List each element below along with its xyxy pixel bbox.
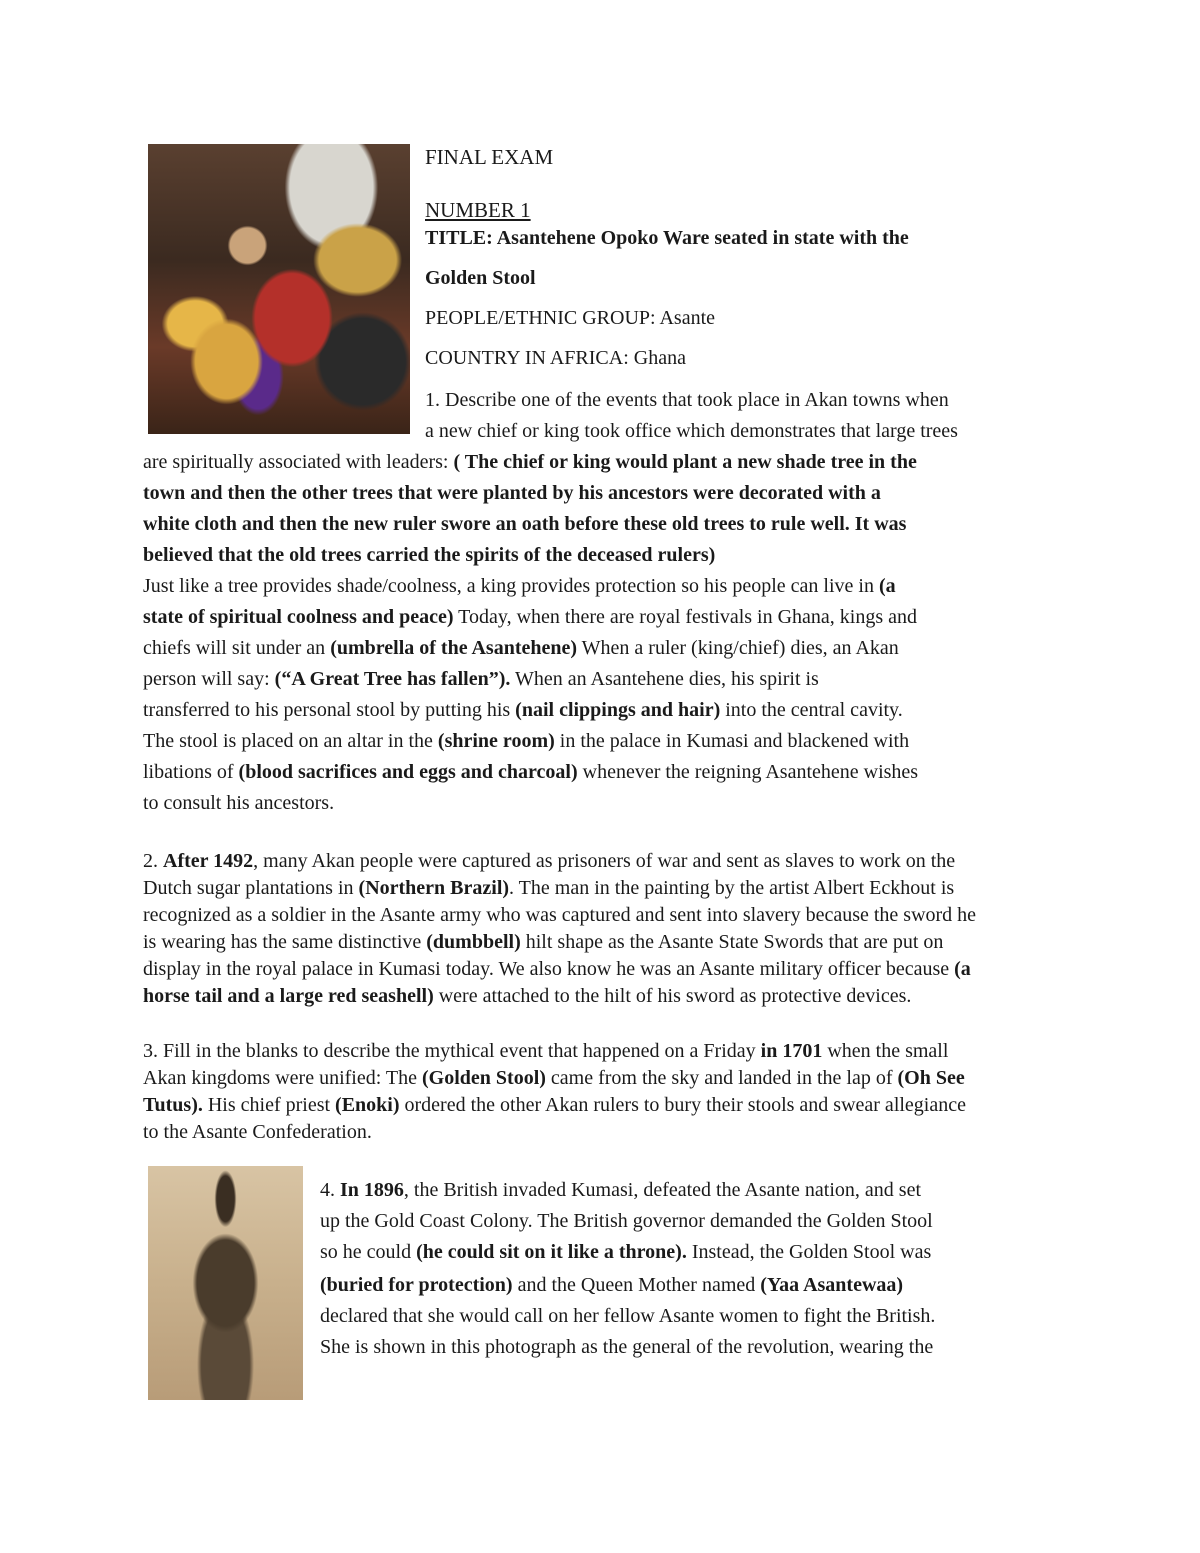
q1-line: chiefs will sit under an (umbrella of the Asantehene) When a ruler (king/chief) dies, an Akan [143, 637, 899, 659]
q4-line: so he could (he could sit on it like a throne). Instead, the Golden Stool was [320, 1241, 932, 1263]
artwork-title-line-2: Golden Stool [425, 267, 536, 289]
q2-line: 2. After 1492, many Akan people were captured as prisoners of war and sent as slaves to work on the [143, 850, 956, 872]
q1-line: are spiritually associated with leaders: ( The chief or king would plant a new shade tree in the [143, 451, 917, 473]
exam-title: FINAL EXAM [425, 145, 554, 169]
q2-line: is wearing has the same distinctive (dumbbell) hilt shape as the Asante State Swords that are put on [143, 931, 944, 953]
q1-line: libations of (blood sacrifices and eggs and charcoal) whenever the reigning Asantehene wishes [143, 761, 919, 783]
q4-line: declared that she would call on her fellow Asante women to fight the British. [320, 1305, 936, 1327]
q1-line: town and then the other trees that were planted by his ancestors were decorated with a [143, 482, 881, 504]
q1-line: a new chief or king took office which demonstrates that large trees [425, 420, 958, 442]
q4-line: She is shown in this photograph as the general of the revolution, wearing the [320, 1336, 934, 1358]
question-number: NUMBER 1 [425, 198, 531, 222]
q4-line: up the Gold Coast Colony. The British governor demanded the Golden Stool [320, 1210, 933, 1232]
q1-line: Just like a tree provides shade/coolness, a king provides protection so his people can live in (a [143, 575, 896, 597]
q1-line: 1. Describe one of the events that took place in Akan towns when [425, 389, 949, 411]
q4-line: (buried for protection) and the Queen Mother named (Yaa Asantewaa) [320, 1274, 904, 1296]
q3-line: Tutus). His chief priest (Enoki) ordered the other Akan rulers to bury their stools and swear allegiance [143, 1094, 966, 1116]
q1-line: person will say: (“A Great Tree has fallen”). When an Asantehene dies, his spirit is [143, 668, 819, 690]
q1-line: transferred to his personal stool by putting his (nail clippings and hair) into the central cavity. [143, 699, 903, 721]
q3-line: 3. Fill in the blanks to describe the mythical event that happened on a Friday in 1701 when the small [143, 1040, 949, 1062]
q3-line: Akan kingdoms were unified: The (Golden Stool) came from the sky and landed in the lap of (Oh See [143, 1067, 965, 1089]
q1-line: The stool is placed on an altar in the (shrine room) in the palace in Kumasi and blackened with [143, 730, 910, 752]
artwork-title-line-1: TITLE: Asantehene Opoko Ware seated in state with the [425, 227, 909, 249]
q2-line: Dutch sugar plantations in (Northern Brazil). The man in the painting by the artist Albert Eckhout is [143, 877, 955, 899]
q2-line: display in the royal palace in Kumasi today. We also know he was an Asante military officer because (a [143, 958, 971, 980]
people-group: PEOPLE/ETHNIC GROUP: Asante [425, 307, 716, 329]
golden-stool-photo [148, 144, 410, 434]
q2-line: recognized as a soldier in the Asante army who was captured and sent into slavery because the sword he [143, 904, 977, 926]
yaa-asantewaa-photo [148, 1166, 303, 1400]
q2-line: horse tail and a large red seashell) were attached to the hilt of his sword as protective devices. [143, 985, 912, 1007]
q1-line: white cloth and then the new ruler swore an oath before these old trees to rule well. It was [143, 513, 907, 535]
q1-line: state of spiritual coolness and peace) Today, when there are royal festivals in Ghana, kings and [143, 606, 918, 628]
q1-line: believed that the old trees carried the spirits of the deceased rulers) [143, 544, 716, 566]
q1-line: to consult his ancestors. [143, 792, 335, 814]
country: COUNTRY IN AFRICA: Ghana [425, 347, 686, 369]
q4-line: 4. In 1896, the British invaded Kumasi, defeated the Asante nation, and set [320, 1179, 921, 1201]
q3-line: to the Asante Confederation. [143, 1121, 372, 1143]
